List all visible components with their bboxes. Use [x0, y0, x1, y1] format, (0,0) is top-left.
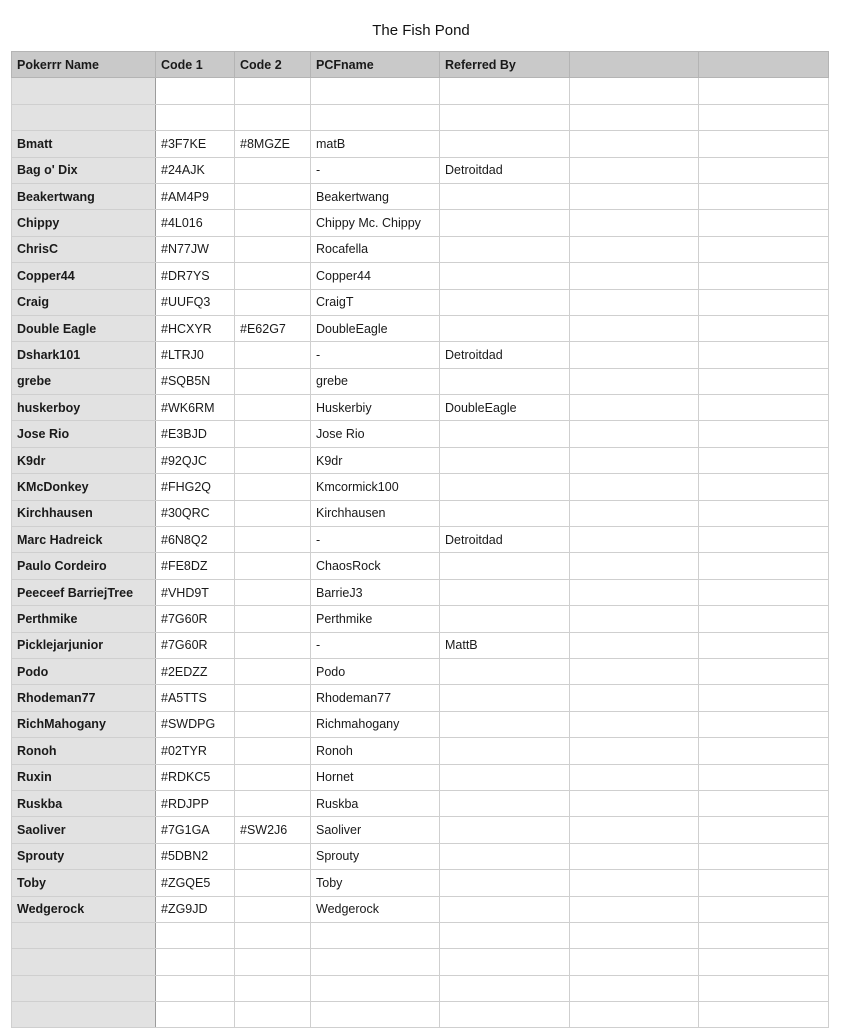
referred-by-cell	[440, 579, 570, 605]
empty-cell	[699, 975, 829, 1001]
table-row	[12, 289, 829, 315]
empty-cell	[570, 342, 699, 368]
code1-cell: #E3BJD	[156, 421, 235, 447]
pcfname-cell: Rhodeman77	[311, 685, 440, 711]
code1-cell: #6N8Q2	[156, 527, 235, 553]
empty-cell	[699, 685, 829, 711]
player-name-cell: Picklejarjunior	[12, 632, 156, 658]
empty-cell	[699, 183, 829, 209]
code1-cell: #ZGQE5	[156, 870, 235, 896]
code2-cell	[235, 949, 311, 975]
code2-cell	[235, 183, 311, 209]
code2-cell	[235, 395, 311, 421]
empty-cell	[699, 711, 829, 737]
player-name-cell: Ronoh	[12, 738, 156, 764]
pcfname-cell: -	[311, 527, 440, 553]
referred-by-cell	[440, 78, 570, 104]
code1-cell: #DR7YS	[156, 263, 235, 289]
pcfname-cell: Copper44	[311, 263, 440, 289]
code2-cell	[235, 896, 311, 922]
table-row	[12, 104, 829, 130]
pcfname-cell: CraigT	[311, 289, 440, 315]
empty-cell	[570, 764, 699, 790]
table-row	[12, 658, 829, 684]
pcfname-cell: Richmahogany	[311, 711, 440, 737]
pcfname-cell: Kmcormick100	[311, 474, 440, 500]
referred-by-cell	[440, 606, 570, 632]
empty-cell	[570, 183, 699, 209]
player-name-cell: Perthmike	[12, 606, 156, 632]
empty-cell	[570, 104, 699, 130]
column-header: Pokerrr Name	[12, 52, 156, 78]
player-name-cell: Dshark101	[12, 342, 156, 368]
empty-cell	[699, 263, 829, 289]
table-row	[12, 236, 829, 262]
table-row	[12, 632, 829, 658]
empty-cell	[570, 474, 699, 500]
referred-by-cell	[440, 289, 570, 315]
column-header: Code 1	[156, 52, 235, 78]
table-row	[12, 790, 829, 816]
pcfname-cell: Beakertwang	[311, 183, 440, 209]
empty-cell	[570, 685, 699, 711]
empty-cell	[699, 579, 829, 605]
code1-cell	[156, 104, 235, 130]
referred-by-cell	[440, 421, 570, 447]
code1-cell: #30QRC	[156, 500, 235, 526]
player-name-cell: Ruxin	[12, 764, 156, 790]
players-table	[11, 51, 829, 1028]
referred-by-cell: Detroitdad	[440, 527, 570, 553]
code1-cell: #7G60R	[156, 632, 235, 658]
pcfname-cell: Hornet	[311, 764, 440, 790]
code2-cell	[235, 421, 311, 447]
table-row	[12, 843, 829, 869]
code1-cell: #HCXYR	[156, 315, 235, 341]
player-name-cell: ChrisC	[12, 236, 156, 262]
code1-cell: #2EDZZ	[156, 658, 235, 684]
player-name-cell: Wedgerock	[12, 896, 156, 922]
empty-cell	[570, 817, 699, 843]
table-row	[12, 78, 829, 104]
table-row	[12, 342, 829, 368]
table-row	[12, 131, 829, 157]
code2-cell	[235, 658, 311, 684]
pcfname-cell: Wedgerock	[311, 896, 440, 922]
table-row	[12, 870, 829, 896]
code2-cell	[235, 342, 311, 368]
pcfname-cell: Ronoh	[311, 738, 440, 764]
empty-cell	[570, 790, 699, 816]
code2-cell	[235, 843, 311, 869]
referred-by-cell	[440, 870, 570, 896]
column-header	[699, 52, 829, 78]
empty-cell	[570, 632, 699, 658]
empty-cell	[570, 870, 699, 896]
player-name-cell: K9dr	[12, 447, 156, 473]
table-row	[12, 817, 829, 843]
referred-by-cell	[440, 553, 570, 579]
code2-cell	[235, 447, 311, 473]
empty-cell	[699, 104, 829, 130]
player-name-cell: Rhodeman77	[12, 685, 156, 711]
player-name-cell: Double Eagle	[12, 315, 156, 341]
referred-by-cell	[440, 975, 570, 1001]
code1-cell: #RDJPP	[156, 790, 235, 816]
code1-cell: #FHG2Q	[156, 474, 235, 500]
code1-cell: #3F7KE	[156, 131, 235, 157]
referred-by-cell	[440, 922, 570, 948]
empty-cell	[570, 527, 699, 553]
code1-cell: #4L016	[156, 210, 235, 236]
player-name-cell: Sprouty	[12, 843, 156, 869]
player-name-cell	[12, 104, 156, 130]
referred-by-cell: MattB	[440, 632, 570, 658]
table-row	[12, 421, 829, 447]
empty-cell	[699, 632, 829, 658]
code2-cell	[235, 870, 311, 896]
code2-cell	[235, 711, 311, 737]
empty-cell	[699, 658, 829, 684]
player-name-cell: Craig	[12, 289, 156, 315]
table-row	[12, 553, 829, 579]
table-row	[12, 738, 829, 764]
code2-cell: #SW2J6	[235, 817, 311, 843]
code1-cell: #AM4P9	[156, 183, 235, 209]
empty-cell	[699, 870, 829, 896]
table-row	[12, 606, 829, 632]
table-row	[12, 315, 829, 341]
table-row	[12, 685, 829, 711]
pcfname-cell: Huskerbiy	[311, 395, 440, 421]
code2-cell	[235, 210, 311, 236]
player-name-cell: huskerboy	[12, 395, 156, 421]
empty-cell	[570, 922, 699, 948]
referred-by-cell	[440, 711, 570, 737]
table-row	[12, 395, 829, 421]
code2-cell	[235, 368, 311, 394]
pcfname-cell: Kirchhausen	[311, 500, 440, 526]
table-row	[12, 949, 829, 975]
code1-cell: #WK6RM	[156, 395, 235, 421]
empty-cell	[570, 78, 699, 104]
empty-cell	[570, 658, 699, 684]
empty-cell	[699, 527, 829, 553]
empty-cell	[699, 447, 829, 473]
table-row	[12, 975, 829, 1001]
pcfname-cell: Chippy Mc. Chippy	[311, 210, 440, 236]
pcfname-cell: -	[311, 157, 440, 183]
header-row	[12, 52, 829, 78]
code1-cell	[156, 975, 235, 1001]
code1-cell: #VHD9T	[156, 579, 235, 605]
code1-cell	[156, 922, 235, 948]
empty-cell	[699, 606, 829, 632]
pcfname-cell: Jose Rio	[311, 421, 440, 447]
referred-by-cell	[440, 474, 570, 500]
code2-cell	[235, 975, 311, 1001]
table-row	[12, 447, 829, 473]
empty-cell	[699, 817, 829, 843]
empty-cell	[699, 236, 829, 262]
referred-by-cell	[440, 949, 570, 975]
column-header	[570, 52, 699, 78]
pcfname-cell: Saoliver	[311, 817, 440, 843]
referred-by-cell: DoubleEagle	[440, 395, 570, 421]
empty-cell	[699, 131, 829, 157]
code2-cell	[235, 263, 311, 289]
code2-cell	[235, 685, 311, 711]
pcfname-cell	[311, 104, 440, 130]
code2-cell	[235, 289, 311, 315]
table-body	[12, 78, 829, 1028]
empty-cell	[570, 395, 699, 421]
player-name-cell: Podo	[12, 658, 156, 684]
pcfname-cell: ChaosRock	[311, 553, 440, 579]
empty-cell	[570, 896, 699, 922]
referred-by-cell: Detroitdad	[440, 157, 570, 183]
empty-cell	[699, 157, 829, 183]
empty-cell	[570, 553, 699, 579]
code2-cell	[235, 606, 311, 632]
empty-cell	[699, 210, 829, 236]
empty-cell	[699, 368, 829, 394]
code1-cell: #A5TTS	[156, 685, 235, 711]
code2-cell	[235, 579, 311, 605]
pcfname-cell: Ruskba	[311, 790, 440, 816]
table-row	[12, 157, 829, 183]
code2-cell	[235, 922, 311, 948]
player-name-cell	[12, 949, 156, 975]
code1-cell: #ZG9JD	[156, 896, 235, 922]
pcfname-cell: K9dr	[311, 447, 440, 473]
code2-cell	[235, 527, 311, 553]
empty-cell	[699, 764, 829, 790]
column-header: Referred By	[440, 52, 570, 78]
table-row	[12, 368, 829, 394]
player-name-cell: Jose Rio	[12, 421, 156, 447]
code1-cell: #7G60R	[156, 606, 235, 632]
player-name-cell: Chippy	[12, 210, 156, 236]
empty-cell	[570, 843, 699, 869]
player-name-cell: Saoliver	[12, 817, 156, 843]
code1-cell: #FE8DZ	[156, 553, 235, 579]
code2-cell	[235, 553, 311, 579]
empty-cell	[699, 553, 829, 579]
column-header: PCFname	[311, 52, 440, 78]
code2-cell	[235, 500, 311, 526]
empty-cell	[699, 790, 829, 816]
empty-cell	[570, 315, 699, 341]
document-title: The Fish Pond	[372, 22, 470, 39]
empty-cell	[699, 896, 829, 922]
empty-cell	[570, 738, 699, 764]
referred-by-cell	[440, 790, 570, 816]
referred-by-cell	[440, 236, 570, 262]
referred-by-cell: Detroitdad	[440, 342, 570, 368]
table-row	[12, 711, 829, 737]
code2-cell	[235, 790, 311, 816]
empty-cell	[570, 500, 699, 526]
player-name-cell: Kirchhausen	[12, 500, 156, 526]
empty-cell	[570, 975, 699, 1001]
empty-cell	[570, 289, 699, 315]
pcfname-cell: matB	[311, 131, 440, 157]
pcfname-cell	[311, 949, 440, 975]
player-name-cell: Paulo Cordeiro	[12, 553, 156, 579]
table-row	[12, 210, 829, 236]
code1-cell	[156, 949, 235, 975]
player-name-cell: Copper44	[12, 263, 156, 289]
code1-cell: #92QJC	[156, 447, 235, 473]
code1-cell: #SWDPG	[156, 711, 235, 737]
referred-by-cell	[440, 104, 570, 130]
empty-cell	[699, 500, 829, 526]
empty-cell	[570, 421, 699, 447]
code1-cell	[156, 78, 235, 104]
pcfname-cell: Perthmike	[311, 606, 440, 632]
empty-cell	[699, 843, 829, 869]
code2-cell	[235, 78, 311, 104]
empty-cell	[699, 421, 829, 447]
player-name-cell: Ruskba	[12, 790, 156, 816]
table-row	[12, 922, 829, 948]
empty-cell	[570, 606, 699, 632]
referred-by-cell	[440, 315, 570, 341]
referred-by-cell	[440, 368, 570, 394]
empty-cell	[570, 711, 699, 737]
code2-cell	[235, 157, 311, 183]
empty-cell	[570, 447, 699, 473]
empty-cell	[570, 131, 699, 157]
player-name-cell: KMcDonkey	[12, 474, 156, 500]
referred-by-cell	[440, 685, 570, 711]
pcfname-cell	[311, 922, 440, 948]
referred-by-cell	[440, 658, 570, 684]
pcfname-cell	[311, 78, 440, 104]
pcfname-cell: -	[311, 342, 440, 368]
code2-cell	[235, 738, 311, 764]
empty-cell	[699, 315, 829, 341]
pcfname-cell: DoubleEagle	[311, 315, 440, 341]
code2-cell	[235, 104, 311, 130]
pcfname-cell: Rocafella	[311, 236, 440, 262]
empty-cell	[570, 579, 699, 605]
referred-by-cell	[440, 210, 570, 236]
empty-cell	[699, 78, 829, 104]
pcfname-cell	[311, 975, 440, 1001]
player-name-cell: Beakertwang	[12, 183, 156, 209]
code2-cell	[235, 236, 311, 262]
empty-cell	[699, 289, 829, 315]
pcfname-cell: -	[311, 632, 440, 658]
empty-cell	[570, 368, 699, 394]
empty-cell	[699, 395, 829, 421]
table-row	[12, 579, 829, 605]
empty-cell	[570, 210, 699, 236]
referred-by-cell	[440, 843, 570, 869]
code1-cell: #RDKC5	[156, 764, 235, 790]
pcfname-cell: Toby	[311, 870, 440, 896]
table-row	[12, 474, 829, 500]
code1-cell: #LTRJ0	[156, 342, 235, 368]
empty-cell	[699, 949, 829, 975]
empty-cell	[699, 474, 829, 500]
player-name-cell	[12, 922, 156, 948]
table-row	[12, 263, 829, 289]
code2-cell	[235, 632, 311, 658]
player-name-cell: Bmatt	[12, 131, 156, 157]
player-name-cell: Peeceef BarriejTree	[12, 579, 156, 605]
player-name-cell	[12, 78, 156, 104]
code1-cell: #5DBN2	[156, 843, 235, 869]
code1-cell: #24AJK	[156, 157, 235, 183]
referred-by-cell	[440, 183, 570, 209]
empty-cell	[699, 922, 829, 948]
player-name-cell: Bag o' Dix	[12, 157, 156, 183]
code1-cell: #02TYR	[156, 738, 235, 764]
code1-cell: #SQB5N	[156, 368, 235, 394]
player-name-cell: grebe	[12, 368, 156, 394]
code2-cell	[235, 474, 311, 500]
referred-by-cell	[440, 500, 570, 526]
pcfname-cell: BarrieJ3	[311, 579, 440, 605]
empty-cell	[570, 263, 699, 289]
pcfname-cell: Sprouty	[311, 843, 440, 869]
code2-cell: #E62G7	[235, 315, 311, 341]
referred-by-cell	[440, 738, 570, 764]
player-name-cell: Marc Hadreick	[12, 527, 156, 553]
table-row	[12, 500, 829, 526]
empty-cell	[699, 738, 829, 764]
empty-cell	[570, 949, 699, 975]
referred-by-cell	[440, 896, 570, 922]
referred-by-cell	[440, 447, 570, 473]
referred-by-cell	[440, 764, 570, 790]
empty-cell	[699, 342, 829, 368]
pcfname-cell: grebe	[311, 368, 440, 394]
code1-cell: #N77JW	[156, 236, 235, 262]
table-row	[12, 183, 829, 209]
pcfname-cell: Podo	[311, 658, 440, 684]
code1-cell: #7G1GA	[156, 817, 235, 843]
player-name-cell: RichMahogany	[12, 711, 156, 737]
referred-by-cell	[440, 263, 570, 289]
player-name-cell	[12, 975, 156, 1001]
referred-by-cell	[440, 131, 570, 157]
code2-cell	[235, 764, 311, 790]
referred-by-cell	[440, 817, 570, 843]
empty-cell	[570, 157, 699, 183]
empty-cell	[570, 236, 699, 262]
code1-cell: #UUFQ3	[156, 289, 235, 315]
table-row	[12, 896, 829, 922]
code2-cell: #8MGZE	[235, 131, 311, 157]
table-row	[12, 527, 829, 553]
player-name-cell: Toby	[12, 870, 156, 896]
table-row	[12, 764, 829, 790]
column-header: Code 2	[235, 52, 311, 78]
